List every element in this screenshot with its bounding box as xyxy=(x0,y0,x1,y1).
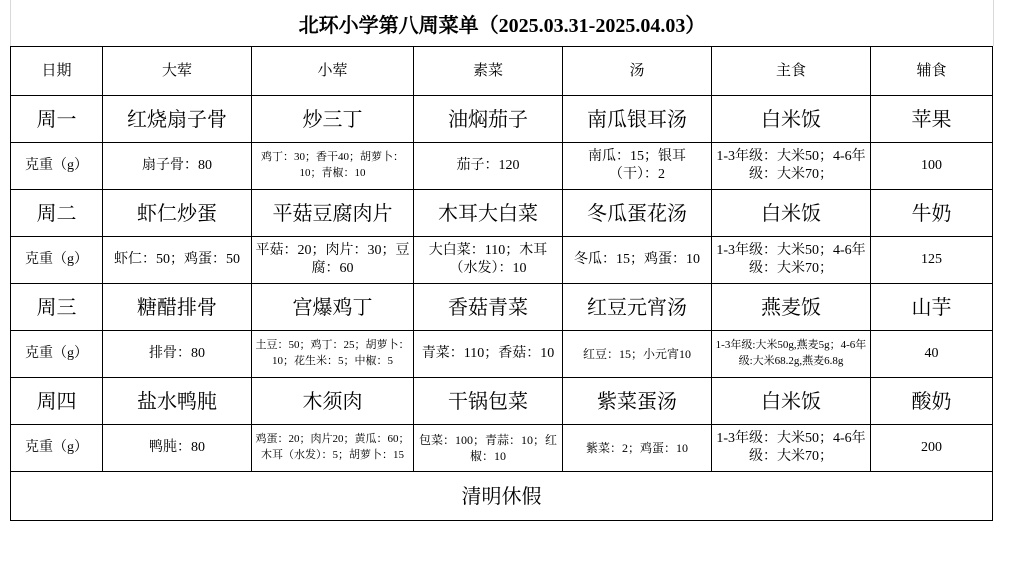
dish-cell: 冬瓜蛋花汤 xyxy=(563,190,712,237)
qty-cell: 40 xyxy=(871,331,993,378)
header-soup: 汤 xyxy=(563,47,712,96)
qty-cell: 红豆：15；小元宵10 xyxy=(563,331,712,378)
dish-cell: 南瓜银耳汤 xyxy=(563,96,712,143)
dish-row-tuesday xyxy=(11,190,993,237)
qty-label: 克重（g） xyxy=(11,425,103,472)
qty-cell: 鸭肫：80 xyxy=(103,425,252,472)
qty-cell: 冬瓜：15；鸡蛋：10 xyxy=(563,237,712,284)
dish-cell: 炒三丁 xyxy=(252,96,414,143)
day-label: 周四 xyxy=(11,378,103,425)
header-row xyxy=(11,47,993,96)
qty-cell: 1-3年级：大米50；4-6年级：大米70； xyxy=(712,237,871,284)
day-label: 周二 xyxy=(11,190,103,237)
qty-cell: 包菜：100；青蒜：10；红椒：10 xyxy=(414,425,563,472)
qty-cell: 1-3年级：大米50；4-6年级：大米70； xyxy=(712,143,871,190)
menu-title: 北环小学第八周菜单（2025.03.31-2025.04.03） xyxy=(10,0,994,46)
qty-row-thursday xyxy=(11,425,993,472)
qty-cell: 土豆：50；鸡丁：25；胡萝卜：10；花生米：5；中椒：5 xyxy=(252,331,414,378)
qty-cell: 紫菜：2；鸡蛋：10 xyxy=(563,425,712,472)
qty-cell: 大白菜：110；木耳（水发）：10 xyxy=(414,237,563,284)
qty-label: 克重（g） xyxy=(11,143,103,190)
qty-cell: 茄子：120 xyxy=(414,143,563,190)
qty-cell: 南瓜：15；银耳（干）：2 xyxy=(563,143,712,190)
dish-cell: 宫爆鸡丁 xyxy=(252,284,414,331)
day-label: 周三 xyxy=(11,284,103,331)
qty-cell: 1-3年级:大米50g,燕麦5g；4-6年级:大米68.2g,燕麦6.8g xyxy=(712,331,871,378)
dish-cell: 牛奶 xyxy=(871,190,993,237)
dish-cell: 糖醋排骨 xyxy=(103,284,252,331)
dish-row-wednesday xyxy=(11,284,993,331)
header-staple: 主食 xyxy=(712,47,871,96)
dish-row-thursday xyxy=(11,378,993,425)
dish-cell: 白米饭 xyxy=(712,378,871,425)
menu-sheet xyxy=(10,0,994,560)
header-vegetable: 素菜 xyxy=(414,47,563,96)
qty-cell: 鸡蛋：20；肉片20；黄瓜：60；木耳（水发）：5；胡萝卜：15 xyxy=(252,425,414,472)
qty-cell: 平菇：20；肉片：30；豆腐：60 xyxy=(252,237,414,284)
qty-row-monday xyxy=(11,143,993,190)
qty-cell: 青菜：110；香菇：10 xyxy=(414,331,563,378)
dish-cell: 虾仁炒蛋 xyxy=(103,190,252,237)
dish-cell: 油焖茄子 xyxy=(414,96,563,143)
qty-cell: 虾仁：50；鸡蛋：50 xyxy=(103,237,252,284)
header-main-meat: 大荤 xyxy=(103,47,252,96)
qty-label: 克重（g） xyxy=(11,331,103,378)
qty-cell: 排骨：80 xyxy=(103,331,252,378)
dish-cell: 苹果 xyxy=(871,96,993,143)
dish-cell: 红烧扇子骨 xyxy=(103,96,252,143)
qty-row-wednesday xyxy=(11,331,993,378)
qty-cell: 1-3年级：大米50；4-6年级：大米70； xyxy=(712,425,871,472)
header-date: 日期 xyxy=(11,47,103,96)
dish-cell: 平菇豆腐肉片 xyxy=(252,190,414,237)
dish-cell: 木须肉 xyxy=(252,378,414,425)
qty-cell: 200 xyxy=(871,425,993,472)
holiday-note: 清明休假 xyxy=(11,472,993,521)
dish-cell: 干锅包菜 xyxy=(414,378,563,425)
dish-cell: 酸奶 xyxy=(871,378,993,425)
qty-label: 克重（g） xyxy=(11,237,103,284)
dish-cell: 木耳大白菜 xyxy=(414,190,563,237)
dish-cell: 山芋 xyxy=(871,284,993,331)
header-side-meat: 小荤 xyxy=(252,47,414,96)
dish-cell: 燕麦饭 xyxy=(712,284,871,331)
qty-cell: 100 xyxy=(871,143,993,190)
qty-row-tuesday xyxy=(11,237,993,284)
holiday-row xyxy=(11,472,993,521)
dish-cell: 紫菜蛋汤 xyxy=(563,378,712,425)
dish-cell: 红豆元宵汤 xyxy=(563,284,712,331)
qty-cell: 鸡丁：30；香干40；胡萝卜：10；青椒：10 xyxy=(252,143,414,190)
dish-cell: 盐水鸭肫 xyxy=(103,378,252,425)
menu-table xyxy=(10,46,993,521)
dish-cell: 香菇青菜 xyxy=(414,284,563,331)
qty-cell: 125 xyxy=(871,237,993,284)
qty-cell: 扇子骨：80 xyxy=(103,143,252,190)
dish-cell: 白米饭 xyxy=(712,190,871,237)
dish-cell: 白米饭 xyxy=(712,96,871,143)
dish-row-monday xyxy=(11,96,993,143)
day-label: 周一 xyxy=(11,96,103,143)
header-extra: 辅食 xyxy=(871,47,993,96)
